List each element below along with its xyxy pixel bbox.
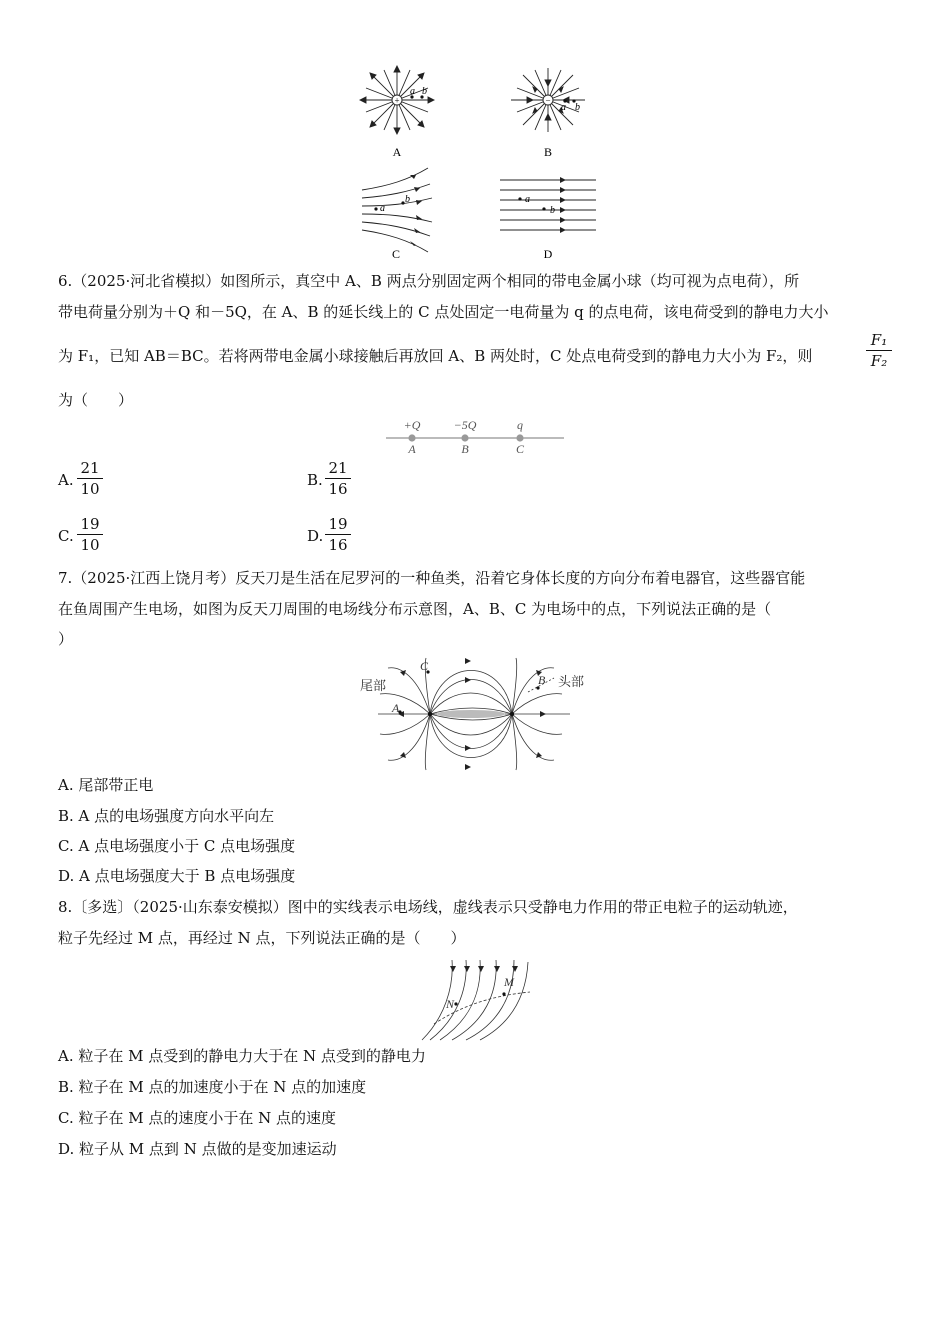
q7-option-d: D. A 点电场强度大于 B 点电场强度 xyxy=(58,867,296,885)
head-label: 头部 xyxy=(558,674,585,689)
point-c: C xyxy=(515,442,525,456)
q6-ratio-fraction: $\frac{\text{F₁}}{\text{F₂}}$ xyxy=(866,331,892,370)
tail-label: 尾部 xyxy=(360,678,387,693)
point-a-label: A xyxy=(392,701,400,715)
q6-option-c-fraction: $\frac{19}{10}$ xyxy=(77,515,103,554)
point-b: B xyxy=(461,442,469,456)
field-diagram-c xyxy=(358,166,438,266)
point-b-label: B xyxy=(538,673,546,687)
q7-stem-line2: 在鱼周围产生电场，如图为反天刀周围的电场线分布示意图，A、B、C 为电场中的点，下列说法正确的是（ xyxy=(58,600,772,618)
charge-q: q xyxy=(517,418,523,432)
q7-stem-line1: 7.（2025·江西上饶月考）反天刀是生活在尼罗河的一种鱼类，沿着它身体长度的方向分布着电器官，这些器官能 xyxy=(58,569,806,587)
svg-text:a: a xyxy=(410,86,415,97)
figure-label-a: A xyxy=(392,145,402,159)
q6-option-d-label: D. xyxy=(307,527,324,545)
svg-text:b: b xyxy=(422,86,427,97)
negative-sign: − xyxy=(545,95,551,106)
q7-option-c: C. A 点电场强度小于 C 点电场强度 xyxy=(58,837,296,855)
point-a: A xyxy=(408,442,416,456)
q6-option-b-label: B. xyxy=(307,471,323,489)
q7-stem-line3: ） xyxy=(58,630,74,648)
q7-option-b: B. A 点的电场强度方向水平向左 xyxy=(58,807,275,825)
q8-option-a: A. 粒子在 M 点受到的静电力大于在 N 点受到的静电力 xyxy=(58,1047,426,1065)
point-c-label: C xyxy=(420,659,429,673)
figure-label-b: B xyxy=(543,145,553,159)
q6-option-a-fraction: $\frac{21}{10}$ xyxy=(77,459,103,498)
positive-sign: + xyxy=(394,95,400,106)
field-diagram-b xyxy=(503,64,593,164)
q6-stem-line4: 为（ ） xyxy=(58,391,134,409)
q8-option-b: B. 粒子在 M 点的加速度小于在 N 点的加速度 xyxy=(58,1078,367,1096)
q6-stem-line3: 为 F₁，已知 AB＝BC。若将两带电金属小球接触后再放回 A、B 两处时，C 处点电荷受到的静电力大小为 F₂，则 xyxy=(58,347,813,365)
q6-charge-figure xyxy=(384,416,566,458)
q8-field-trajectory-figure xyxy=(418,958,536,1042)
svg-text:a: a xyxy=(561,102,566,113)
figure-label-d: D xyxy=(543,247,553,261)
svg-text:b: b xyxy=(405,194,410,205)
q6-option-c-label: C. xyxy=(58,527,74,545)
q6-option-d-fraction: $\frac{19}{16}$ xyxy=(325,515,351,554)
svg-text:a: a xyxy=(525,194,530,205)
point-m-label: M xyxy=(504,975,514,989)
q6-stem-line2: 带电荷量分别为＋Q 和－5Q，在 A、B 的延长线上的 C 点处固定一电荷量为 q 的点电荷，该电荷受到的静电力大小 xyxy=(58,303,829,321)
q6-stem-line1: 6.（2025·河北省模拟）如图所示，真空中 A、B 两点分别固定两个相同的带电金属小球（均可视为点电荷），所 xyxy=(58,272,800,290)
q7-fish-field-figure xyxy=(358,656,590,772)
svg-text:b: b xyxy=(575,102,580,113)
q6-option-a-label: A. xyxy=(58,471,74,489)
q8-option-c: C. 粒子在 M 点的速度小于在 N 点的速度 xyxy=(58,1109,337,1127)
q8-option-d: D. 粒子从 M 点到 N 点做的是变加速运动 xyxy=(58,1140,337,1158)
q7-option-a: A. 尾部带正电 xyxy=(58,776,154,794)
point-n-label: N xyxy=(446,997,455,1011)
figure-label-c: C xyxy=(391,247,401,261)
q8-stem-line1: 8.〔多选〕（2025·山东泰安模拟）图中的实线表示电场线，虚线表示只受静电力作用的带正电粒子的运动轨迹， xyxy=(58,898,798,916)
field-diagram-d xyxy=(498,166,598,266)
q6-option-b-fraction: $\frac{21}{16}$ xyxy=(325,459,351,498)
field-diagram-a xyxy=(352,64,442,164)
charge-minus-5q: −5Q xyxy=(453,418,477,432)
svg-text:b: b xyxy=(550,205,555,216)
svg-text:a: a xyxy=(380,203,385,214)
q8-stem-line2: 粒子先经过 M 点，再经过 N 点，下列说法正确的是（ ） xyxy=(58,929,466,947)
charge-plus-q: +Q xyxy=(403,418,421,432)
